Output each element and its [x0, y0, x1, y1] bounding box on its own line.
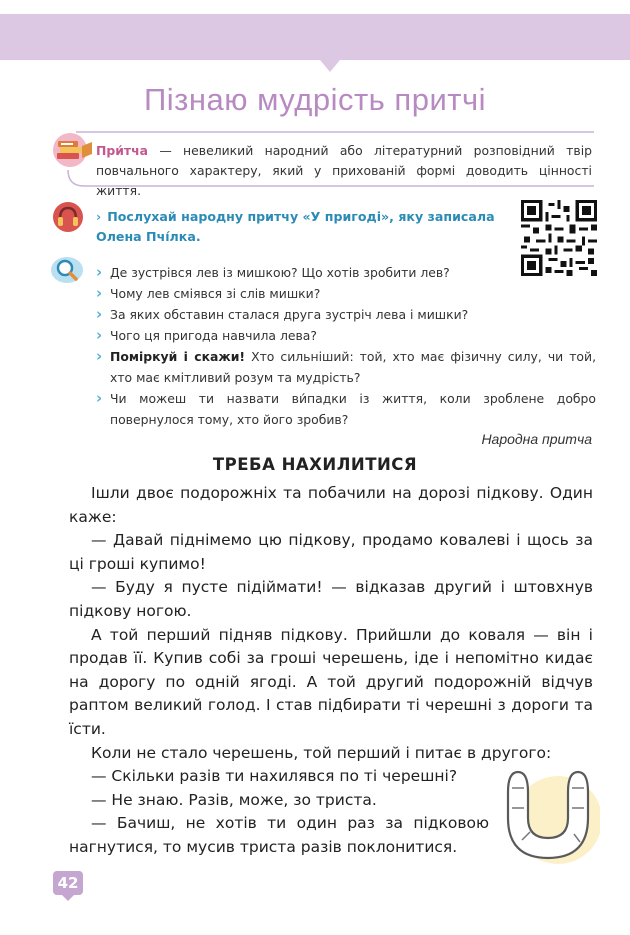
headphones-icon	[52, 201, 84, 233]
question-item: › Чи можеш ти назвати ви́падки із життя, коли зроблене добро повернулося тому, хто його зробив?	[96, 388, 596, 430]
chevron-right-icon: ›	[96, 209, 102, 224]
magnifier-icon	[50, 256, 84, 284]
horseshoe-icon	[500, 758, 600, 868]
story-paragraph: А той перший підняв підкову. Прийшли до коваля — він і продав її. Купив собі за гроші черешень, іде і непомітно кидає на дорогу по одній ягоді. А той другий подорожній відчув раптом великий голод. І став підбирати ті черешні з дороги та їсти.	[69, 625, 593, 738]
story-title: ТРЕБА НАХИЛИТИСЯ	[212, 455, 418, 474]
question-list	[96, 262, 596, 430]
question-item: › Де зустрівся лев із мишкою? Що хотів зробити лев?	[96, 262, 596, 283]
question-item: › Чого ця пригода навчила лева?	[96, 325, 596, 346]
question-item: › Чому лев сміявся зі слів мишки?	[96, 283, 596, 304]
story-paragraph: — Буду я пусте підіймати! — відказав другий і штовхнув підкову ногою.	[69, 578, 593, 620]
page-title: Пізнаю мудрість притчі	[144, 82, 486, 117]
listen-task	[96, 207, 506, 247]
think-and-say-label: Поміркуй і скажи!	[110, 349, 246, 364]
story-paragraph: — Скільки разів ти нахилявся по ті черешні?	[91, 767, 458, 786]
book-stack-icon	[52, 132, 94, 168]
story-paragraph: — Не знаю. Разів, може, зо триста.	[91, 790, 377, 809]
story-paragraph: — Бачиш, не хотів ти один раз за підковою нагнутися, то мусив триста разів поклонитися.	[69, 814, 489, 856]
question-item: › За яких обставин сталася друга зустріч лева і мишки?	[96, 304, 596, 325]
page-number-badge-tail	[62, 895, 74, 901]
story-paragraph: — Давай піднімемо цю підкову, продамо ковалеві і щось за ці гроші купимо!	[69, 531, 593, 573]
definition-text	[96, 141, 592, 201]
story-source: Народна притча	[481, 431, 592, 447]
definition-term: При́тча	[96, 143, 148, 158]
story-paragraph: Ішли двоє подорожніх та побачили на дорозі підкову. Один каже:	[69, 484, 593, 526]
story-paragraph: Коли не стало черешень, той перший і питає в другого:	[91, 743, 552, 762]
definition-body: — невеликий народний або літературний розповідний твір повчального характеру, який у прихованій формі доводить цінності життя.	[96, 143, 592, 198]
question-item: › Поміркуй і скажи! Хто сильніший: той, хто має фізичну силу, чи той, хто має кмітливий розум та мудрість?	[96, 346, 596, 388]
listen-text: Послухай народну притчу «У пригоді», яку записала Олена Пчі́лка.	[96, 209, 495, 244]
header-banner	[0, 0, 630, 80]
page-number-badge: 42	[53, 871, 83, 895]
